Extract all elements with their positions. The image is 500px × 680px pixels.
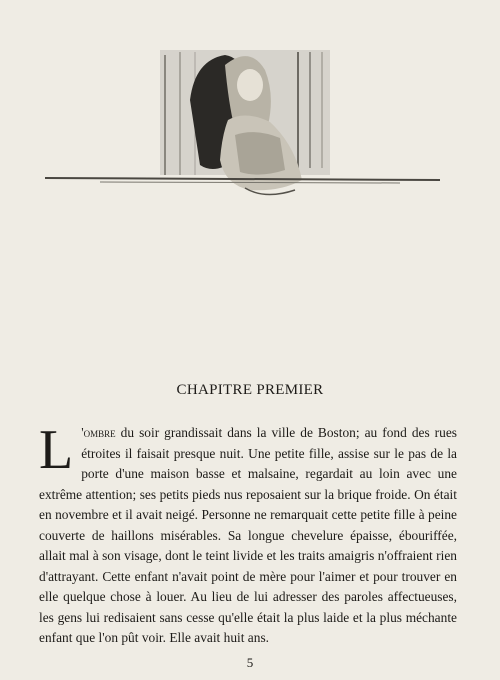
page-number: 5 [246,655,254,670]
chapter-title: CHAPITRE PREMIER [176,382,324,398]
illustration-girl-on-doorstep [40,40,460,210]
first-word: 'ombre [81,425,116,440]
chapter-text [39,419,457,649]
drop-cap: L [39,419,74,481]
body-text: du soir grandissait dans la ville de Boston; au fond des rues étroites il faisait presque nuit. Une petite fille, assise sur le pas de la porte d'une maison basse et malsaine, regardait au loin avec une extrême attention; ses petits pieds nus reposaient sur la brique froide. On était en novembre et il avait neigé. Personne ne remarquait cette petite fille à peine couverte de haillons misérables. Sa longue chevelure épaisse, ébouriffée, allait mal à son visage, dont le teint livide et les traits amaigris n'offraient rien d'attrayant. Cette enfant n'avait point de mère pour l'aimer et pour trouver en elle quelque chose à louer. Au lieu de lui adresser des paroles affectueuses, les gens lui redisaient sans cesse qu'elle était la plus laide et la plus méchante enfant que l'on pût voir. Elle avait huit ans. [39,425,457,645]
